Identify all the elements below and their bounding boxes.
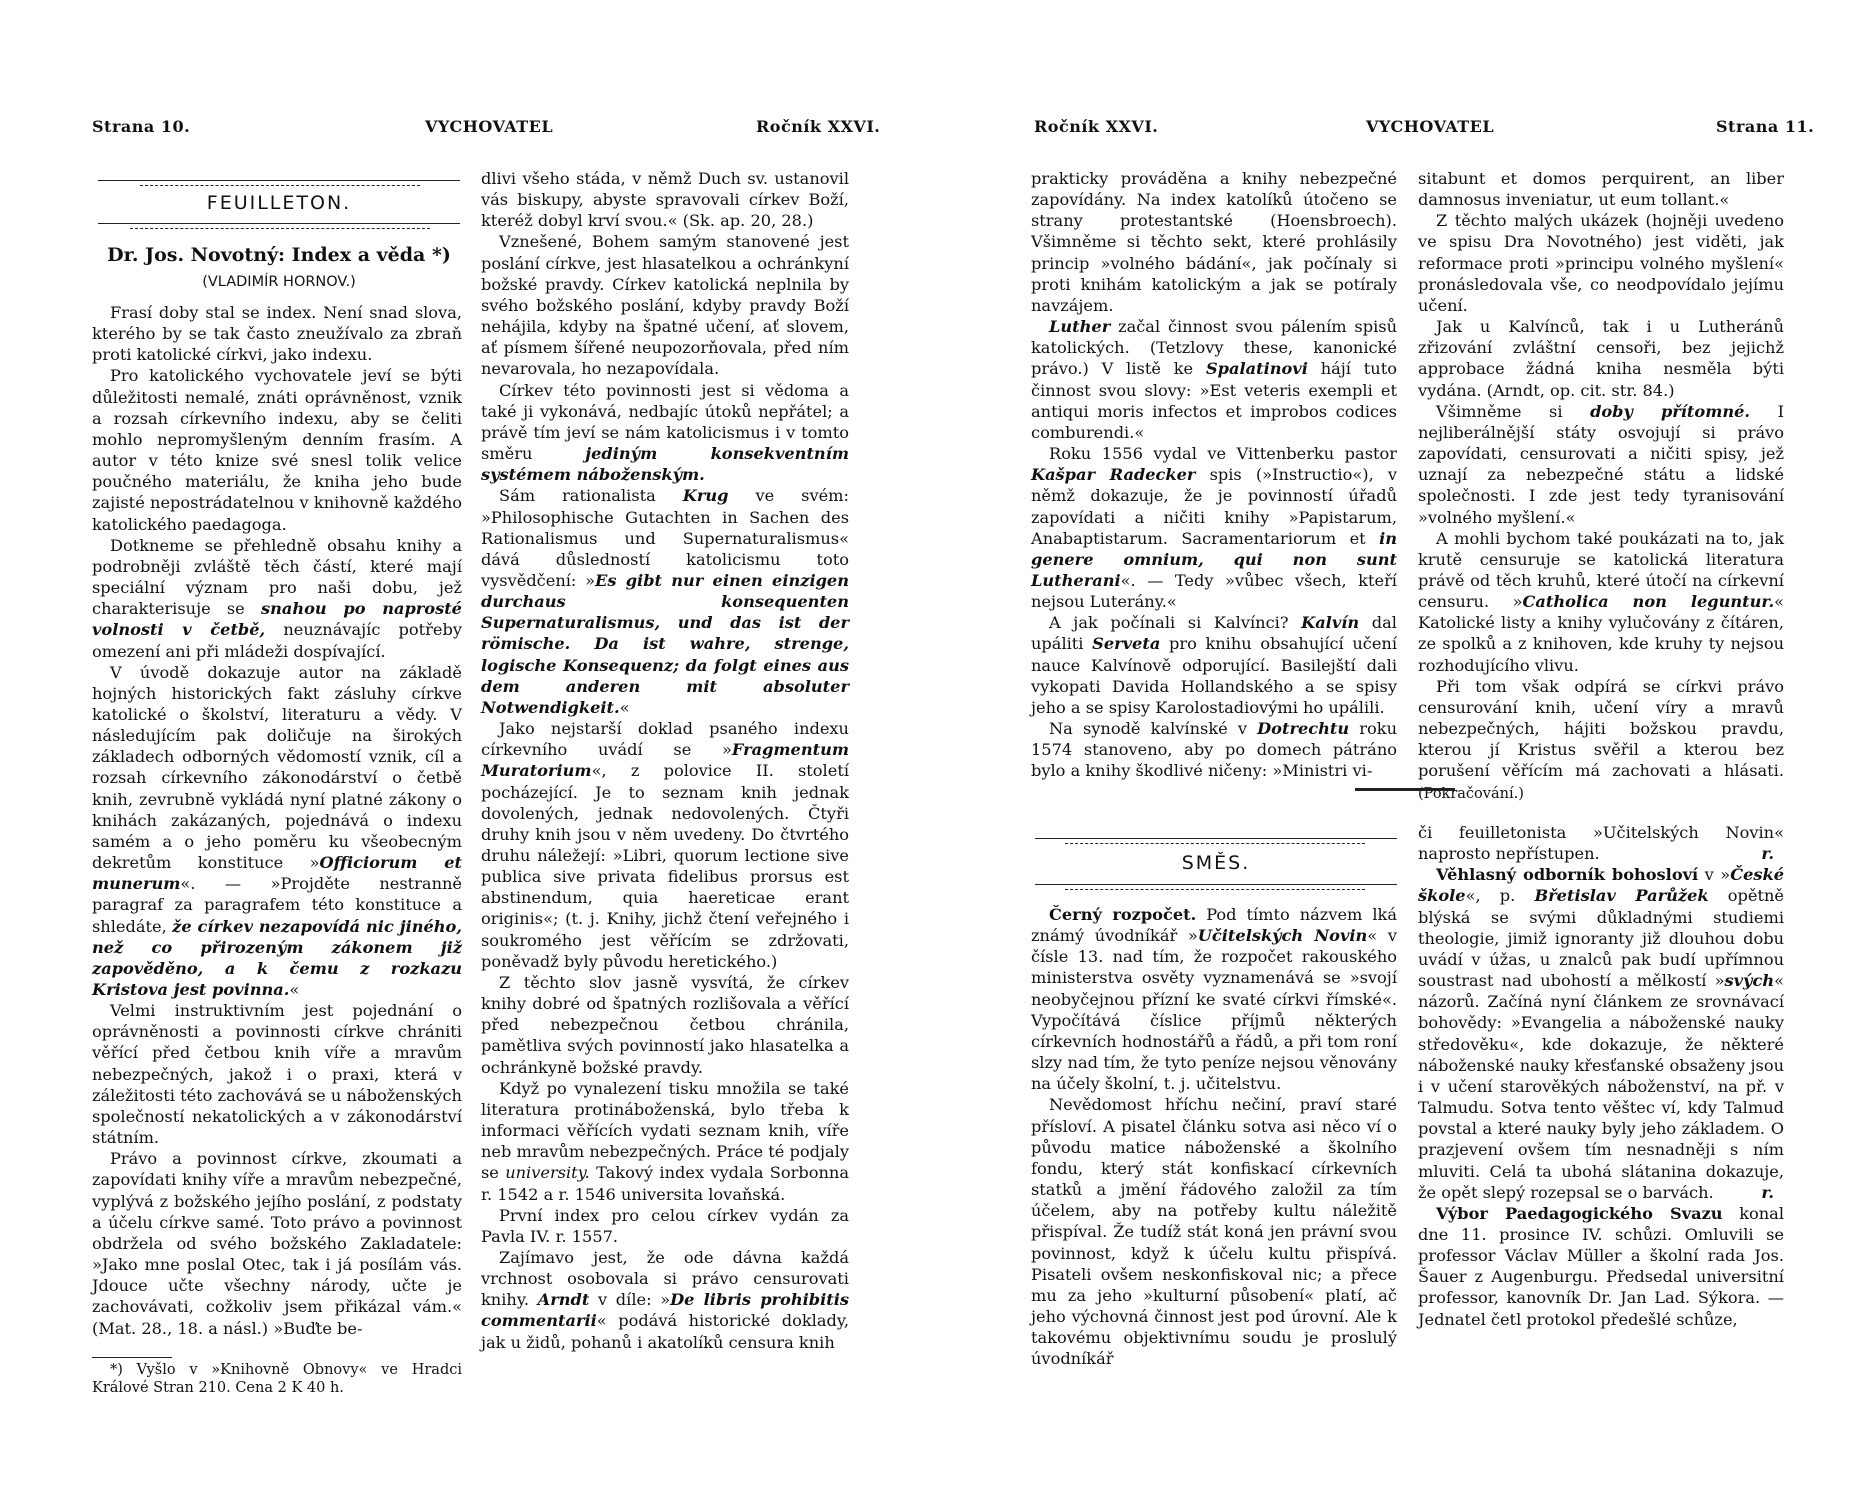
emphasis: Es gibt nur einen einzigen durchaus konsequenten Supernaturalismus, und das ist der römische. Da ist wahre, strenge, logische Konsequenz; da folgt eines aus dem anderen mit absoluter Notwendigkeit. [481, 570, 850, 717]
article-author: (VLADIMÍR HORNOV.) [202, 274, 356, 290]
paragraph: Nevědomost hříchu nečiní, praví staré přísloví. A pisatel článku sotva asi něco ví o původu matice náboženské a školního fondu, který stát konfiskací církevních statků a jmění řádového založil za tím účelem, aby na potřeby kultu náležitě přispíval. Že tudíž stát koná jen právní svou povinnost, když k účelu kultu přispívá. Pisateli ovšem neskonfiskoval nic; a přece mu za jeho »kulturní působení« platí, ač jeho výchovná činnost jest pod úrovní. Ale k takovému objektivnímu soudu je proslulý úvodníkář [1031, 1095, 1397, 1369]
paragraph: Dotkneme se přehledně obsahu knihy a podrobněji zvláště těch částí, které mají speciální význam pro naši dobu, jež charakterisuje se snahou po naprosté volnosti v četbě, neuznávajíc potřeby omezení ani při mládeži dospívající. [92, 535, 462, 661]
emphasis: Luther [1049, 317, 1111, 337]
paragraph: Roku 1556 vydal ve Vittenberku pastor Kašpar Radecker spis (»Instructio«), v němž dokazuje, že je povinností úřadů zapovídati a ničiti knihy »Papistarum, Anabaptistarum. Sacramentariorum et in genere omnium, qui non sunt Lutherani«. — Tedy »vůbec všech, kteří nejsou Luterány.« [1031, 444, 1397, 612]
emphasis: Břetislav Parůžek [1534, 886, 1709, 906]
article-title: Dr. Jos. Novotný: Index a věda *) [107, 244, 451, 266]
paragraph: Černý rozpočet. Pod tímto názvem lká známý úvodníkář »Učitelských Novin« v čísle 13. nad tím, že rozpočet rakouského ministerstva osvěty vyznamenává se »svojí neobyčejnou přízní ke svaté církvi římské«. Vypočítává číslice příjmů některých církevních hodnostářů a řádů, a při tom roní slzy nad tím, že tyto peníze nejsou věnovány na účely školní, t. j. učitelstvu. [1031, 905, 1397, 1094]
paragraph: Církev této povinnosti jest si vědoma a také ji vykonává, nedbajíc útoků nepřátel; a právě tím jeví se nám katolicismus i v tomto směru jediným konsekventním systémem náboženským. [481, 380, 849, 485]
emphasis: že církev nezapovídá nic jiného, než co přirozeným zákonem již zapověděno, a k čemu z rozkazu Kristova jest povinna. [92, 916, 462, 999]
paragraph: dlivi všeho stáda, v němž Duch sv. ustanovil vás biskupy, abyste spravovali církev Boží, kteréž dobyl krví svou.« (Sk. ap. 20, 28.) [481, 169, 849, 231]
emphasis: university. [505, 1163, 590, 1183]
emphasis: De libris prohibitis commentarii [481, 1290, 849, 1331]
paragraph: Velmi instruktivním jest pojednání o oprávněnosti a povinnosti církve chrániti věřící před četbou knih víře a mravům nebezpečných, jakož i o praxi, která v záležitosti této zachovává se u náboženských společností nekatolických a v zákonodárství státním. [92, 1001, 462, 1148]
right-journal-name: VYCHOVATEL [1366, 117, 1495, 136]
paragraph: Jako nejstarší doklad psaného indexu církevního uvádí se »Fragmentum Muratorium«, z polovice II. století pocházející. Je to seznam knih jednak dovolených, jednak nedovolených. Čtyři druhy knih jsou v něm uvedeny. Do čtvrtého druhu náležejí: »Libri, quorum lectione sive publica sive privata fidelibus prorsus est abstinendum, quia haereticae erant originis«; (t. j. Knihy, jichž čtení veřejného i soukromého jest věřícím se zdržovati, poněvadž byly původu heretického.) [481, 719, 849, 971]
emphasis: in genere omnium, qui non sunt Lutherani [1031, 528, 1397, 590]
feuilleton-rule-bottom [98, 223, 460, 224]
paragraph: První index pro celou církev vydán za Pavla IV. r. 1557. [481, 1205, 849, 1246]
paragraph: Frasí doby stal se index. Není snad slova, kterého by se tak často zneužívalo za zbraň proti katolické církvi, jako indexu. [92, 303, 462, 365]
feuilleton-rule-bottom2 [130, 228, 430, 229]
continuation-note: (Pokračování.) [1418, 785, 1524, 802]
footnote [92, 1361, 462, 1397]
smes-rule-top2 [1065, 843, 1365, 844]
paragraph: Luther začal činnost svou pálením spisů katolických. (Tetzlovy these, kanonické právo.) V listě ke Spalatinovi hájí tuto činnost svou slovy: »Est veteris exempli et antiqui moris infectos et improbos codices comburendi.« [1031, 317, 1397, 442]
emphasis: České škole [1418, 865, 1785, 906]
paragraph: Všimněme si doby přítomné. I nejliberálnější státy osvojují si právo zapovídati, censurovati a ničiti spisy, jež uznají za nebezpečné státu a lidské společnosti. I zde jest tedy tyranisování »volného myšlení.« [1418, 401, 1785, 527]
left-volume: Ročník XXVI. [756, 117, 881, 136]
emphasis: Učitelských Novin [1197, 926, 1368, 946]
paragraph: Sám rationalista Krug ve svém: »Philosophische Gutachten in Sachen des Rationalismus und Supernaturalismus« dává důsledností katolicismu toto vysvědčení: »Es gibt nur einen einzigen durchaus konsequenten Supernaturalismus, und das ist der römische. Da ist wahre, strenge, logische Konsequenz; da folgt eines aus dem anderen mit absoluter Notwendigkeit.« [481, 486, 850, 717]
paragraph: A jak počínali si Kalvínci? Kalvín dal upáliti Serveta pro knihu obsahující učení nauce Kalvínově odporující. Basilejští dali vykopati Davida Hollandského a se spisy jeho a se spisy Karolostadiovými ho upálili. [1031, 613, 1397, 717]
emphasis: doby přítomné. [1590, 401, 1751, 421]
signature: r. [1761, 844, 1774, 864]
paragraph: V úvodě dokazuje autor na základě hojných historických fakt zásluhy církve katolické o školství, literaturu a vědy. V následujícím pak doličuje na širokých základech odborných vědomostí vznik, cíl a rozsah církevního zákonodárství o četbě knih, zevrubně vykládá nyní platné zákony o knihách zakázaných, pojednává o indexu samém a o jeho poměru ku všeobecným dekretům konstituce »Officiorum et munerum«. — »Projděte nestranně paragraf za paragrafem této konstituce a shledáte, že církev nezapovídá nic jiného, než co přirozeným zákonem již zapověděno, a k čemu z rozkazu Kristova jest povinna.« [92, 662, 463, 999]
paragraph: Na synodě kalvínské v Dotrechtu roku 1574 stanoveno, aby po domech pátráno bylo a knihy škodlivé ničeny: »Ministri vi- [1031, 719, 1398, 781]
smes-rule-bottom2 [1065, 889, 1365, 890]
smes-rule-bottom [1035, 884, 1397, 885]
left-column-1 [92, 302, 462, 1339]
paragraph: Jak u Kalvínců, tak i u Lutheránů zřizování zvláštní censoři, bez jejichž approbace žádná kniha nesměla býti vydána. (Arndt, op. cit. str. 84.) [1418, 317, 1784, 400]
item-heading: Věhlasný odborník bohosloví [1436, 865, 1699, 885]
right-volume: Ročník XXVI. [1034, 117, 1159, 136]
feuilleton-rule-top [98, 180, 460, 181]
paragraph: Vznešené, Bohem samým stanovené jest poslání církve, jest hlasatelkou a ochránkyní božské pravdy. Církev katolická neplnila by svého božského poslání, kdyby pravdy Boží nehájila, kdyby na špatné učení, ať slovem, ať písmem šířené neupozorňovala, před ním nevarovala, ho nezapovídala. [481, 232, 849, 379]
emphasis: Catholica non leguntur. [1522, 592, 1775, 612]
emphasis: Dotrechtu [1257, 719, 1350, 739]
footnote-rule [92, 1357, 172, 1358]
emphasis: Serveta [1092, 634, 1161, 654]
article-divider [1355, 788, 1455, 791]
smes-column-2 [1418, 822, 1784, 1330]
paragraph: prakticky prováděna a knihy nebezpečné zapovídány. Na index katolíků útočeno se strany protestantské (Hoensbroech). Všimněme si těchto sekt, které prohlásily princip »volného bádání«, jak počínaly si proti knihám katolickým a jak se potíraly navzájem. [1031, 169, 1397, 315]
paragraph: sitabunt et domos perquirent, an liber damnosus inveniatur, ut eum tollant.« [1418, 169, 1784, 210]
paragraph: Věhlasný odborník bohosloví v »České škole«, p. Břetislav Parůžek opětně blýská se svými důkladnými studiemi theologie, jimiž ignoranty již dlouhou dobu uvádí v úžas, u znalců pak budí upřímnou soustrast nad ubohostí a mělkostí »svých« názorů. Začíná nyní článkem ze srovnávací bohovědy: »Evangelia a náboženské nauky středověku«, kde dokazuje, že některé náboženské nauky křesťanské obsaženy jsou i v učení starověkých náboženství, na př. v Talmudu. Sotva tento věštec ví, kdy Talmud povstal a které nauky byly jeho základem. O prazjevení ovšem tím nesnadněji s ním mluviti. Celá ta ubohá slátanina dokazuje, že opět slepý rozepsal se o barvách. r. [1418, 865, 1785, 1202]
emphasis: Spalatinovi [1205, 359, 1308, 379]
right-page-number: Strana 11. [1716, 117, 1815, 136]
paragraph: či feuilletonista »Učitelských Novin« naprosto nepřístupen. r. [1418, 823, 1784, 864]
emphasis: jediným konsekventním systémem náboženským. [481, 444, 849, 485]
emphasis: Kašpar Radecker [1031, 465, 1196, 485]
paragraph: Když po vynalezení tisku množila se také literatura protináboženská, bylo třeba k informaci věřících vydati seznam knih, víře neb mravům nebezpečných. Práce té podjaly se university. Takový index vydala Sorbonna r. 1542 a r. 1546 universita lovaňská. [481, 1078, 849, 1204]
emphasis: Arndt [537, 1290, 590, 1310]
feuilleton-rule-top2 [140, 185, 420, 186]
signature: r. [1761, 1182, 1774, 1202]
smes-column-1 [1031, 904, 1397, 1369]
emphasis: svých [1724, 971, 1775, 991]
paragraph: Právo a povinnost církve, zkoumati a zapovídati knihy víře a mravům nebezpečné, vyplývá z božského jejího poslání, z podstaty a účelu církve samé. Toto právo a povinnost obdržela od svého božského Zakladatele: »Jako mne poslal Otec, tak i já posílám vás. Jdouce učte všechny národy, učte je zachovávati, cožkoliv jsem přikázal vám.« (Mat. 28., 18. a násl.) »Buďte be- [92, 1149, 462, 1338]
paragraph: Zajímavo jest, že ode dávna každá vrchnost osobovala si právo censurovati knihy. Arndt v díle: »De libris prohibitis commentarii« podává historické doklady, jak u židů, pohanů i akatolíků censura knih [481, 1247, 849, 1352]
right-column-2 [1418, 168, 1784, 805]
paragraph: Výbor Paedagogického Svazu konal dne 11. prosince IV. schůzi. Omluvili se professor Václav Müller a školní rada Jos. Šauer z Augenburgu. Předsedal universitní professor, kanovník Dr. Jan Lad. Sýkora. — Jednatel četl protokol předešlé schůze, [1418, 1203, 1784, 1329]
feuilleton-section-title: FEUILLETON. [206, 192, 352, 214]
item-heading: Výbor Paedagogického Svazu [1436, 1203, 1723, 1223]
paragraph: A mohli bychom také poukázati na to, jak krutě censuruje se katolická literatura právě od těch kruhů, které útočí na církevní censuru. »Catholica non leguntur.« Katolické listy a knihy vylučovány z čítáren, ze spolků a z knihoven, kde kruhy ty nejsou rozhodujícího vlivu. [1418, 528, 1784, 675]
paragraph: Při tom však odpírá se církvi právo censurování knih, učení víry a mravů nebezpečných, hájiti božskou pravdu, kterou jí Kristus svěřil a kterou bez porušení věřícím má zachovati a hlásati. (Pokračování.) [1418, 676, 1784, 802]
footnote-text: *) Vyšlo v »Knihovně Obnovy« ve Hradci Králové Stran 210. Cena 2 K 40 h. [92, 1362, 462, 1396]
emphasis: snahou po naprosté volnosti v četbě, [92, 599, 462, 640]
left-column-2 [481, 168, 849, 1353]
emphasis: Officiorum et munerum [92, 853, 463, 894]
emphasis: Fragmentum Muratorium [481, 740, 849, 781]
paragraph: Z těchto malých ukázek (hojněji uvedeno ve spisu Dra Novotného) jest viděti, jak reformace proti »principu volného myšlení« pronásledovala vše, co neodpovídalo jejímu učení. [1418, 211, 1784, 315]
emphasis: Kalvín [1301, 613, 1360, 633]
right-column-1 [1031, 168, 1397, 782]
left-page-number: Strana 10. [92, 117, 191, 136]
emphasis: Krug [682, 486, 729, 506]
left-journal-name: VYCHOVATEL [425, 117, 554, 136]
smes-rule-top [1035, 838, 1397, 839]
item-heading: Černý rozpočet. [1049, 905, 1197, 924]
paragraph: Pro katolického vychovatele jeví se býti důležitosti nemalé, znáti oprávněnost, vznik a rozsah církevního indexu, aby se čeliti mohlo nepromyšleným denním frasím. A autor v této knize své snesl tolik velice poučného materiálu, že kniha jeho bude zajisté nepostrádatelnou v knihovně každého katolického paedagoga. [92, 366, 462, 534]
smes-section-title: SMĚS. [1181, 852, 1251, 874]
paragraph: Z těchto slov jasně vysvítá, že církev knihy dobré od špatných rozlišovala a věřící před nebezpečnou četbou chránila, pamětliva svých povinností jako hlasatelka a ochránkyně božské pravdy. [481, 972, 849, 1077]
